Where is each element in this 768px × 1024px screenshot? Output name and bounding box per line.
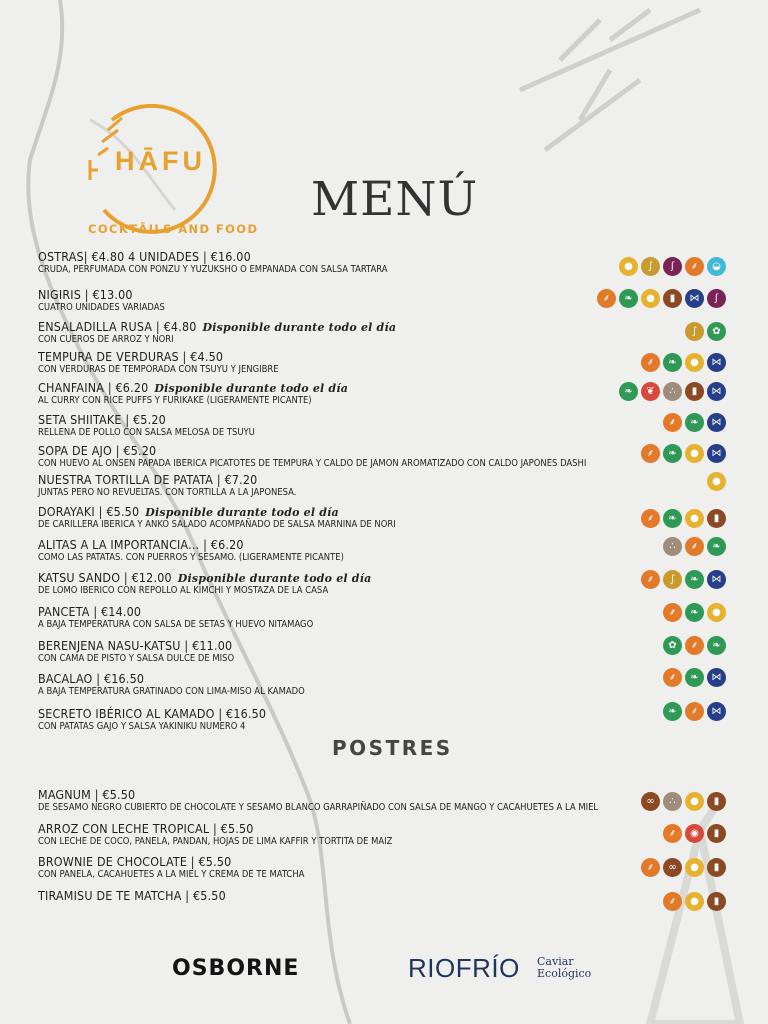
menu-item [38, 572, 598, 596]
menu-item-name: PANCETA | €14.00 [38, 604, 142, 619]
menu-item-name: KATSU SANDO | €12.00 Disponible durante todo el día [38, 570, 372, 585]
sulphites-icon: ʃ [707, 289, 726, 308]
molluscs-icon: ◒ [707, 257, 726, 276]
menu-item-name: NIGIRIS | €13.00 [38, 287, 133, 302]
postre-item [38, 823, 598, 847]
menu-item [38, 640, 598, 664]
egg-icon: ● [707, 472, 726, 491]
menu-item-name: SETA SHIITAKE | €5.20 [38, 412, 166, 427]
menu-item-name: ALITAS A LA IMPORTANCIA... | €6.20 [38, 537, 244, 552]
menu-item [38, 474, 598, 498]
milk-icon: ▮ [685, 382, 704, 401]
nuts-icon: ◉ [685, 824, 704, 843]
menu-item-description: DE CARILLERA IBERICA Y ANKO SALADO ACOMPAÑADO DE SALSA MARNINA DE NORI [38, 519, 396, 531]
wheat-icon: ⸙ [641, 509, 660, 528]
postre-item-description: CON PANELA, CACAHUETES A LA MIEL Y CREMA DE TE MATCHA [38, 869, 305, 881]
menu-item-description: A BAJA TEMPERATURA GRATINADO CON LIMA-MISO AL KAMADO [38, 686, 305, 698]
wheat-icon: ⸙ [641, 858, 660, 877]
soy-icon: ❧ [685, 603, 704, 622]
menu-item [38, 673, 598, 697]
menu-item-name: CHANFAINA | €6.20 Disponible durante todo el día [38, 380, 349, 395]
menu-item-description: COMO LAS PATATAS. CON PUERROS Y SESAMO. (LIGERAMENTE PICANTE) [38, 552, 344, 564]
caviar-line2: Ecológico [537, 967, 592, 980]
milk-icon: ▮ [707, 824, 726, 843]
availability-note: Disponible durante todo el día [154, 382, 349, 395]
allergen-icons [663, 636, 726, 655]
menu-item-name: OSTRAS| €4.80 4 UNIDADES | €16.00 [38, 249, 251, 264]
menu-item-description: DE LOMO IBERICO CON REPOLLO AL KIMCHI Y MOSTAZA DE LA CASA [38, 585, 329, 597]
sesame-icon: ∴ [663, 537, 682, 556]
egg-icon: ● [707, 603, 726, 622]
wheat-icon: ⸙ [663, 668, 682, 687]
allergen-icons [685, 322, 726, 341]
soy-icon: ❧ [685, 668, 704, 687]
vegan-icon: ✿ [663, 636, 682, 655]
menu-item-description: CON HUEVO AL ONSEN PAPADA IBERICA PICATOTES DE TEMPURA Y CALDO DE JAMON AROMATIZADO CON CALDO JAPONES DASHI [38, 458, 587, 470]
soy-icon: ❧ [707, 537, 726, 556]
wheat-icon: ⸙ [641, 353, 660, 372]
menu-item-name: ENSALADILLA RUSA | €4.80 Disponible durante todo el día [38, 319, 397, 334]
menu-item-name: SECRETO IBÉRICO AL KAMADO | €16.50 [38, 706, 267, 721]
wheat-icon: ⸙ [685, 257, 704, 276]
menu-item [38, 606, 598, 630]
postre-item-name: ARROZ CON LECHE TROPICAL | €5.50 [38, 821, 254, 836]
soy-icon: ❧ [663, 509, 682, 528]
postre-item-name: MAGNUM | €5.50 [38, 787, 136, 802]
brand-name: HĀFU [115, 146, 206, 176]
allergen-icons [641, 444, 726, 463]
allergen-icons [641, 509, 726, 528]
allergen-icons [641, 858, 726, 877]
wheat-icon: ⸙ [685, 537, 704, 556]
egg-icon: ● [685, 792, 704, 811]
peanut-icon: ∞ [641, 792, 660, 811]
menu-item-description: CUATRO UNIDADES VARIADAS [38, 302, 165, 314]
wheat-icon: ⸙ [663, 413, 682, 432]
menu-item [38, 321, 598, 345]
availability-note: Disponible durante todo el día [202, 321, 397, 334]
menu-item-description: CRUDA, PERFUMADA CON PONZU Y YUZUKSHO O EMPANADA CON SALSA TARTARA [38, 264, 388, 276]
fish-icon: ⋈ [707, 413, 726, 432]
allergen-icons [641, 792, 726, 811]
soy-icon: ❧ [619, 382, 638, 401]
menu-item-name: SOPA DE AJO | €5.20 [38, 443, 157, 458]
menu-item [38, 708, 598, 732]
allergen-icons [663, 413, 726, 432]
availability-note: Disponible durante todo el día [145, 506, 339, 519]
wheat-icon: ⸙ [685, 702, 704, 721]
gluten-icon: ∫ [685, 322, 704, 341]
wheat-icon: ⸙ [663, 824, 682, 843]
soy-icon: ❧ [685, 570, 704, 589]
egg-icon: ● [685, 858, 704, 877]
wheat-icon: ⸙ [597, 289, 616, 308]
soy-icon: ❧ [685, 413, 704, 432]
allergen-icons [663, 603, 726, 622]
milk-icon: ▮ [707, 892, 726, 911]
brand-tagline: COCKTĀILS ĀND FOOD [88, 222, 259, 236]
postre-item [38, 789, 598, 813]
postres-title: POSTRES [332, 736, 453, 760]
postre-item [38, 856, 598, 880]
menu-item-description: CON PATATAS GAJO Y SALSA YAKINIKU NUMERO 4 [38, 721, 246, 733]
menu-item [38, 382, 598, 406]
allergen-icons [663, 892, 726, 911]
menu-item-name: NUESTRA TORTILLA DE PATATA | €7.20 [38, 472, 258, 487]
menu-item [38, 251, 598, 275]
allergen-icons [663, 824, 726, 843]
allergen-icons [707, 472, 726, 491]
osborne-logo: OSBORNE [172, 956, 300, 981]
fish-icon: ⋈ [707, 570, 726, 589]
menu-item-description: AL CURRY CON RICE PUFFS Y FURIKAKE (LIGERAMENTE PICANTE) [38, 395, 312, 407]
menu-item-name: DORAYAKI | €5.50 Disponible durante todo el día [38, 504, 339, 519]
menu-item-name: BERENJENA NASU-KATSU | €11.00 [38, 638, 233, 653]
fish-icon: ⋈ [707, 382, 726, 401]
menu-item-name: BACALAO | €16.50 [38, 671, 145, 686]
menu-item-description: CON CAMA DE PISTO Y SALSA DULCE DE MISO [38, 653, 235, 665]
postre-item-name: TIRAMISU DE TE MATCHA | €5.50 [38, 888, 226, 903]
milk-icon: ▮ [707, 858, 726, 877]
gluten-icon: ∫ [663, 570, 682, 589]
allergen-icons [619, 382, 726, 401]
peanut-icon: ∞ [663, 858, 682, 877]
fish-icon: ⋈ [707, 353, 726, 372]
riofrio-logo: RIOFRÍO [408, 953, 520, 983]
soy-icon: ❧ [619, 289, 638, 308]
wheat-icon: ⸙ [641, 444, 660, 463]
wheat-icon: ⸙ [663, 892, 682, 911]
sesame-icon: ∴ [663, 382, 682, 401]
menu-item [38, 539, 598, 563]
milk-icon: ▮ [663, 289, 682, 308]
sesame-icon: ∴ [663, 792, 682, 811]
menu-item [38, 289, 598, 313]
allergen-icons [597, 289, 726, 308]
menu-item [38, 351, 598, 375]
menu-item-description: JUNTAS PERO NO REVUELTAS. CON TORTILLA A LA JAPONESA. [38, 487, 297, 499]
allergen-icons [641, 570, 726, 589]
postre-item-description: CON LECHE DE COCO, PANELA, PANDAN, HOJAS DE LIMA KAFFIR Y TORTITA DE MAIZ [38, 836, 393, 848]
soy-icon: ❧ [663, 444, 682, 463]
wheat-icon: ⸙ [685, 636, 704, 655]
menu-title: MENÚ [311, 172, 479, 227]
menu-item-description: CON CUEROS DE ARROZ Y NORI [38, 334, 174, 346]
caviar-line1: Caviar [537, 955, 574, 968]
postre-item-name: BROWNIE DE CHOCOLATE | €5.50 [38, 854, 232, 869]
fish-icon: ⋈ [707, 444, 726, 463]
fish-icon: ⋈ [707, 668, 726, 687]
fish-icon: ⋈ [685, 289, 704, 308]
allergen-icons [663, 537, 726, 556]
postre-item [38, 890, 598, 902]
menu-item-description: CON VERDURAS DE TEMPORADA CON TSUYU Y JENGIBRE [38, 364, 279, 376]
allergen-icons [663, 702, 726, 721]
milk-icon: ▮ [707, 509, 726, 528]
allergen-icons [663, 668, 726, 687]
availability-note: Disponible durante todo el día [177, 572, 372, 585]
wheat-icon: ⸙ [663, 603, 682, 622]
sulphites-icon: ʃ [663, 257, 682, 276]
egg-icon: ● [685, 892, 704, 911]
menu-item-name: TEMPURA DE VERDURAS | €4.50 [38, 349, 224, 364]
egg-icon: ● [641, 289, 660, 308]
egg-icon: ● [685, 509, 704, 528]
allergen-icons [641, 353, 726, 372]
soy-icon: ❧ [663, 702, 682, 721]
menu-item [38, 506, 598, 530]
egg-icon: ● [685, 353, 704, 372]
gluten-icon: ∫ [641, 257, 660, 276]
egg-icon: ● [685, 444, 704, 463]
menu-item-description: A BAJA TEMPERATURA CON SALSA DE SETAS Y HUEVO NITAMAGO [38, 619, 314, 631]
menu-item-description: RELLENA DE POLLO CON SALSA MELOSA DE TSUYU [38, 427, 255, 439]
postre-item-description: DE SESAMO NEGRO CUBIERTO DE CHOCOLATE Y SESAMO BLANCO GARRAPIÑADO CON SALSA DE MANGO Y CACAHUETES A LA MIEL [38, 802, 599, 814]
vegan-icon: ✿ [707, 322, 726, 341]
soy-icon: ❧ [707, 636, 726, 655]
menu-item [38, 445, 598, 469]
milk-icon: ▮ [707, 792, 726, 811]
menu-item [38, 414, 598, 438]
wheat-icon: ⸙ [641, 570, 660, 589]
riofrio-tagline [537, 956, 591, 980]
allergen-icons [619, 257, 726, 276]
egg-icon: ● [619, 257, 638, 276]
celery-icon: ❦ [641, 382, 660, 401]
fish-icon: ⋈ [707, 702, 726, 721]
soy-icon: ❧ [663, 353, 682, 372]
